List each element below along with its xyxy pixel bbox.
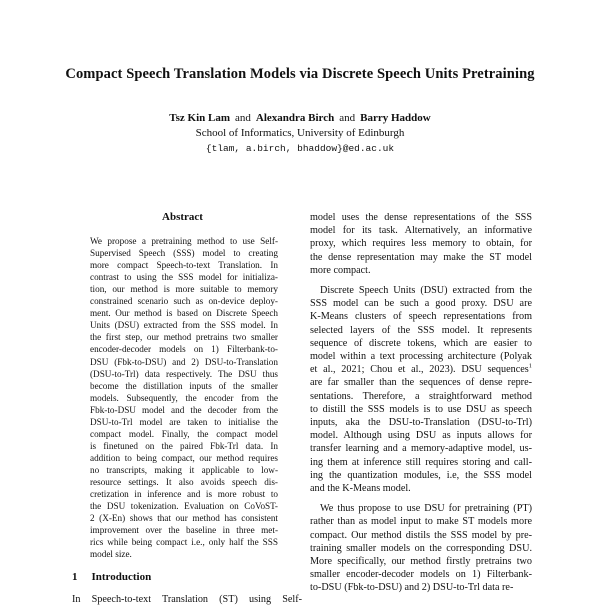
abstract-heading: Abstract [162,211,203,223]
abstract-line: improvement over the baseline in three met- [90,525,278,536]
author-email: {tlam, a.birch, bhaddow}@ed.ac.uk [205,143,395,154]
abstract-line: model size. [90,549,132,560]
section-heading-introduction [72,571,151,583]
abstract-line: resource settings. It also avoids speech dis- [90,477,278,487]
body-text-line: ing them at inference still requires storing and call- [310,456,532,468]
body-text-line: In Speech-to-text Translation (ST) using Self- [72,594,302,605]
paper-title: Compact Speech Translation Models via Discrete Speech Units Pretraining [65,66,535,82]
author-name: Tsz Kin Lam [169,112,231,124]
body-text-line: model within a text processing architecture (Polyak [310,351,532,362]
abstract-line: ment. Our method is based on Discrete Speech [90,308,278,319]
body-text-line: and the K-Means model. [310,483,411,494]
body-text-line: More specifically, our method firstly pretrains two [310,556,532,567]
section-number: 1 [72,571,78,583]
abstract-line: rics while being compact i.e., only half the SSS [90,537,278,548]
body-text-line: ing the quantization modules, i.e, the SSS model [310,469,532,481]
body-text-line: K-Means clusters of speech representations from [310,311,532,323]
body-text-line: smaller encoder-decoder models on 1) Filterbank- [310,569,532,581]
abstract-line: tion, our method is more suitable to memory [90,284,278,295]
author-name: Alexandra Birch [255,112,335,124]
abstract-line: (DSU-to-Trl) data respectively. The DSU thus [90,368,278,379]
abstract-line: compact model. Finally, the compact model [90,428,278,439]
body-text-line: model. Although using DSU as inputs allows for [310,430,532,442]
abstract-line: 2 (X-En) shows that our method has consistent [90,513,278,524]
body-text-line: inputs, aka the DSU-to-Translation (DSU-to-Trl) [310,417,532,428]
section-title: Introduction [91,571,152,583]
abstract-line: models. Subsequently, the encoder from the [90,392,278,403]
body-text-line: model uses the dense representations of the SSS [310,212,532,223]
body-text-line: are far smaller than the sequences of dense repre- [310,377,532,389]
abstract-line: more compact Speech-to-text Translation. In [90,260,278,271]
body-text-line: selected layers of the SSS model. It represents [310,324,532,336]
abstract-line: contrast to using the SSS model for initializa- [90,272,278,283]
body-text-line: to distill the SSS models is to use DSU as speech [310,403,532,415]
abstract-line: constrained scenario such as on-device deploy- [90,296,278,307]
body-text-line: transfer learning and a memory-adaptive model, us- [310,443,532,455]
abstract-line: no transcripts, making it applicable to low- [90,464,278,475]
abstract-line: encoder-decoder models on 1) Filterbank-to- [90,344,278,355]
body-text-line: model for its task. Alternatively, an informative [310,225,532,237]
body-text-span: et al., 2021; Chou et al., 2023). DSU sequences [310,364,529,376]
abstract-line: Fbk-to-DSU model and the decoder from the [90,404,278,415]
body-text-line: compact. Our method distils the SSS model by pre- [310,529,532,541]
body-text-line: training smaller models on the corresponding DSU. [310,542,532,554]
body-text-line: the dense representation may make the ST model [310,251,532,263]
abstract-line: DSU-to-Trl model are taken to initialise the [90,416,278,427]
abstract-line: DSU (Fbk-to-DSU) and 2) DSU-to-Translation [90,356,278,367]
abstract-line: is finetuned on the paired Fbk-Trl data. In [90,440,278,451]
author-separator: and [339,112,356,124]
affiliation: School of Informatics, University of Edinburgh [195,127,405,139]
body-text-line: sentations. Therefore, a straightforward method [310,390,532,402]
body-text-line: more compact. [310,264,371,276]
body-text-line: proxy, which requires less memory to obtain, for [310,238,532,250]
abstract-line: the DSU tokenization. Evaluation on CoVoST- [90,501,278,512]
abstract-line: We propose a pretraining method to use Self- [90,236,278,246]
abstract-line: Supervised Speech (SSS) model to creating [90,248,278,259]
author-name: Barry Haddow [360,112,431,124]
abstract-line: Units (DSU) extracted from the SSS model. In [90,320,278,331]
body-text-line: rather than as model input to make ST models more [310,516,532,528]
abstract-line: cretization in inference and is more robust to [90,489,278,500]
body-text-line [310,363,532,376]
abstract-line: the first step, our method pretrains two smaller [90,332,278,343]
abstract-line: become the distillation inputs of the smaller [90,380,278,391]
body-text-line: sequence of discrete tokens, which are easier to [310,337,532,349]
body-text-line: Discrete Speech Units (DSU) extracted from the [320,285,532,296]
author-separator: and [235,112,251,124]
body-text-line: to-DSU (Fbk-to-DSU) and 2) DSU-to-Trl data re- [310,582,514,594]
body-text-line: SSS model can be such a good proxy. DSU are [310,298,532,310]
footnote-marker[interactable]: 1 [528,362,532,370]
author-list [0,112,600,124]
body-text-line: We thus propose to use DSU for pretraining (PT) [320,503,532,515]
abstract-line: addition to being compact, our method requires [90,452,278,463]
